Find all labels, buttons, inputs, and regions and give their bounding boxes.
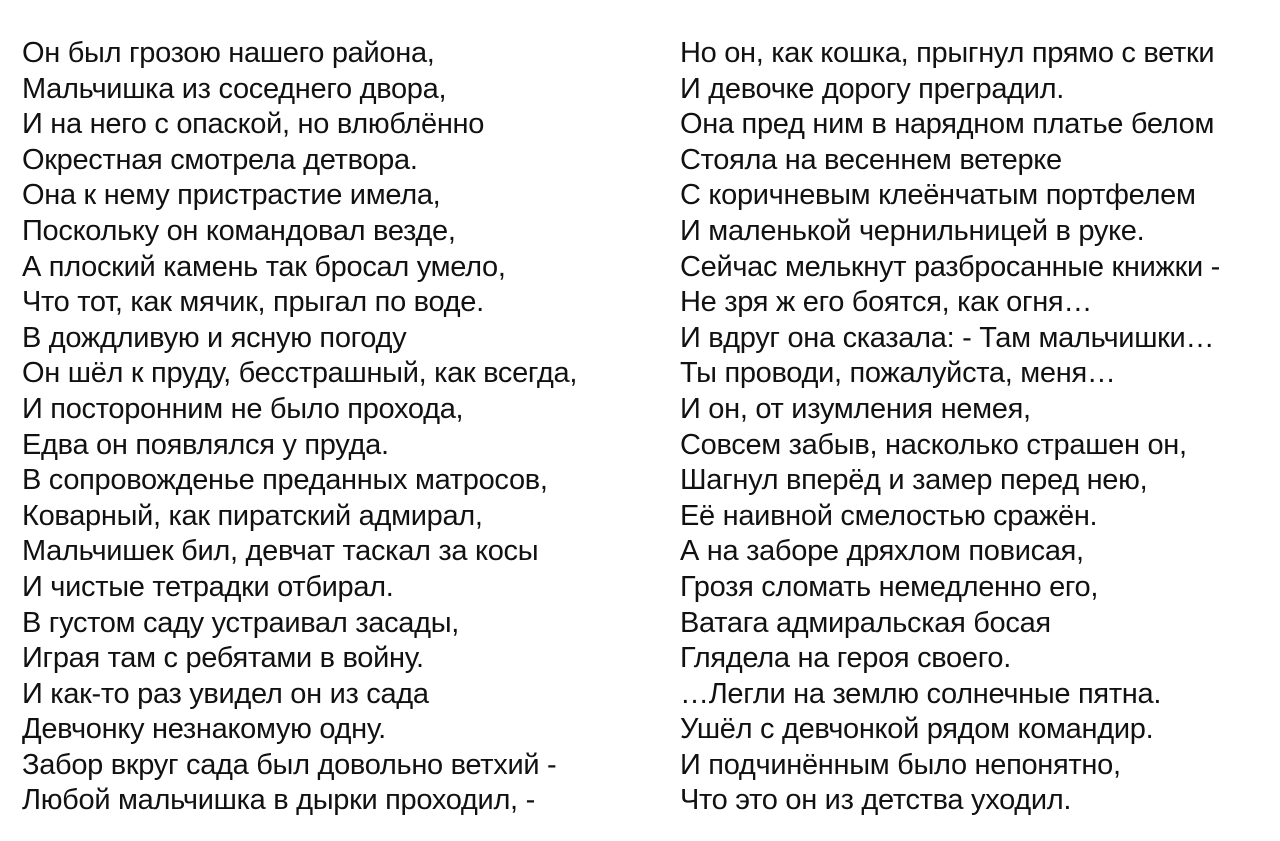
- poem-line: Мальчишек бил, девчат таскал за косы: [22, 535, 539, 568]
- poem-left-column: [22, 36, 652, 819]
- poem-line: Ватага адмиральская босая: [680, 606, 1051, 639]
- poem-line: И как-то раз увидел он из сада: [22, 677, 429, 710]
- poem-line: Но он, как кошка, прыгнул прямо с ветки: [680, 37, 1215, 69]
- poem-line: А плоский камень так бросал умело,: [22, 250, 506, 283]
- poem-line: Окрестная смотрела детвора.: [22, 143, 418, 176]
- poem-line: А на заборе дряхлом повисая,: [680, 535, 1084, 568]
- poem-line: Не зря ж его боятся, как огня…: [680, 286, 1093, 319]
- poem-line: В дождливую и ясную погоду: [22, 321, 407, 354]
- poem-line: Он шёл к пруду, бесстрашный, как всегда,: [22, 357, 578, 390]
- poem-right-column: [680, 36, 1270, 819]
- poem-line: Что тот, как мячик, прыгал по воде.: [22, 286, 484, 319]
- poem-line: Грозя сломать немедленно его,: [680, 570, 1099, 603]
- poem-line: Он был грозою нашего района,: [22, 37, 435, 69]
- poem-line: Забор вкруг сада был довольно ветхий -: [22, 748, 557, 781]
- poem-line: Шагнул вперёд и замер перед нею,: [680, 464, 1148, 497]
- poem-line: Поскольку он командовал везде,: [22, 214, 456, 247]
- poem-line: И посторонним не было прохода,: [22, 392, 464, 425]
- poem-line: Мальчишка из соседнего двора,: [22, 72, 447, 105]
- poem-line: Что это он из детства уходил.: [680, 784, 1072, 817]
- poem-line: Едва он появлялся у пруда.: [22, 428, 389, 461]
- poem-line: Стояла на весеннем ветерке: [680, 143, 1062, 176]
- poem-line: Коварный, как пиратский адмирал,: [22, 499, 483, 532]
- poem-line: И чистые тетрадки отбирал.: [22, 570, 394, 603]
- poem-line: Совсем забыв, насколько страшен он,: [680, 428, 1187, 461]
- poem-line: С коричневым клеёнчатым портфелем: [680, 179, 1196, 212]
- poem-line: В сопровожденье преданных матросов,: [22, 464, 548, 497]
- poem-line: Любой мальчишка в дырки проходил, -: [22, 784, 535, 817]
- poem-line: И маленькой чернильницей в руке.: [680, 214, 1145, 247]
- poem-line: …Легли на землю солнечные пятна.: [680, 677, 1162, 710]
- poem-line: И вдруг она сказала: - Там мальчишки…: [680, 321, 1215, 354]
- poem-line: В густом саду устраивал засады,: [22, 606, 460, 639]
- poem-line: И он, от изумления немея,: [680, 392, 1031, 425]
- poem-line: Её наивной смелостью сражён.: [680, 499, 1098, 532]
- poem-line: Девчонку незнакомую одну.: [22, 713, 386, 746]
- poem-line: Сейчас мелькнут разбросанные книжки -: [680, 250, 1220, 283]
- poem-line: Глядела на героя своего.: [680, 642, 1011, 675]
- poem-line: Играя там с ребятами в войну.: [22, 642, 424, 675]
- poem-line: И девочке дорогу преградил.: [680, 72, 1065, 105]
- poem-line: Ушёл с девчонкой рядом командир.: [680, 713, 1154, 746]
- poem-line: И подчинённым было непонятно,: [680, 748, 1121, 781]
- poem-line: Ты проводи, пожалуйста, меня…: [680, 357, 1116, 390]
- poem-line: И на него с опаской, но влюблённо: [22, 108, 485, 141]
- poem-line: Она пред ним в нарядном платье белом: [680, 108, 1215, 141]
- poem-line: Она к нему пристрастие имела,: [22, 179, 441, 212]
